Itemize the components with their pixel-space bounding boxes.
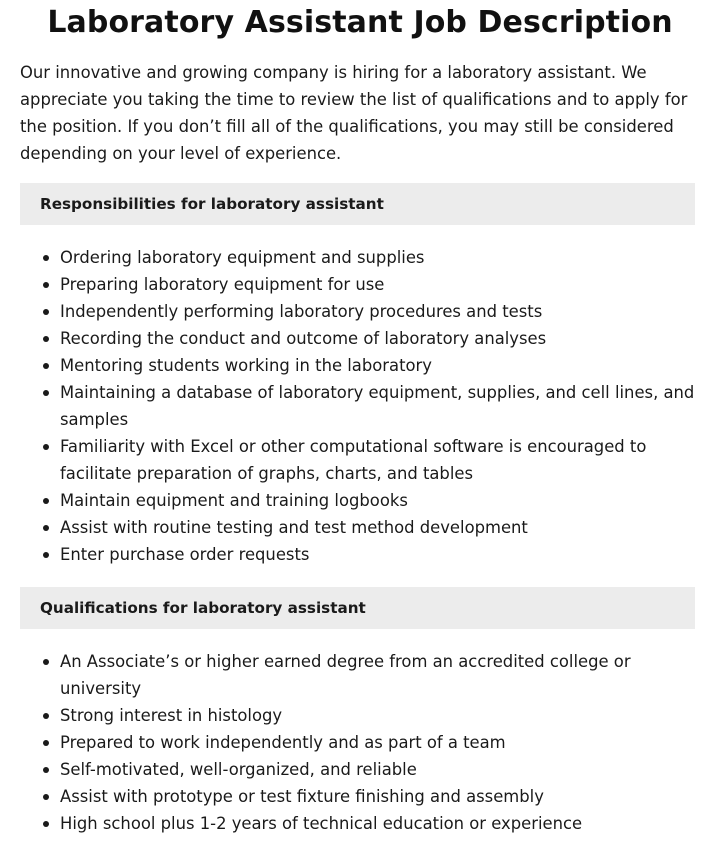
list-item: Self-motivated, well-organized, and reliable xyxy=(60,756,700,783)
intro-paragraph: Our innovative and growing company is hiring for a laboratory assistant. We appreciate you taking the time to review the list of qualifications and to apply for the position. If you don’t fill all of the qualifications, you may still be considered depending on your level of experience. xyxy=(20,63,688,163)
list-item: Independently performing laboratory procedures and tests xyxy=(60,298,700,325)
list-item: High school plus 1-2 years of technical education or experience xyxy=(60,810,700,837)
responsibilities-list xyxy=(20,244,700,568)
list-item: Strong interest in histology xyxy=(60,702,700,729)
list-item: Assist with prototype or test fixture finishing and assembly xyxy=(60,783,700,810)
list-item: An Associate’s or higher earned degree from an accredited college or university xyxy=(60,648,700,702)
list-item: Mentoring students working in the laboratory xyxy=(60,352,700,379)
list-item: Preparing laboratory equipment for use xyxy=(60,271,700,298)
list-item: Maintain equipment and training logbooks xyxy=(60,487,700,514)
list-item: Maintaining a database of laboratory equipment, supplies, and cell lines, and samples xyxy=(60,379,700,433)
qualifications-list xyxy=(20,648,700,837)
list-item: Recording the conduct and outcome of laboratory analyses xyxy=(60,325,700,352)
page-title: Laboratory Assistant Job Description xyxy=(47,5,673,40)
list-item: Enter purchase order requests xyxy=(60,541,700,568)
list-item: Familiarity with Excel or other computational software is encouraged to facilitate preparation of graphs, charts, and tables xyxy=(60,433,700,487)
list-item: Prepared to work independently and as part of a team xyxy=(60,729,700,756)
responsibilities-heading: Responsibilities for laboratory assistant xyxy=(20,183,695,225)
list-item: Assist with routine testing and test method development xyxy=(60,514,700,541)
list-item: Ordering laboratory equipment and supplies xyxy=(60,244,700,271)
qualifications-heading: Qualifications for laboratory assistant xyxy=(20,587,695,629)
